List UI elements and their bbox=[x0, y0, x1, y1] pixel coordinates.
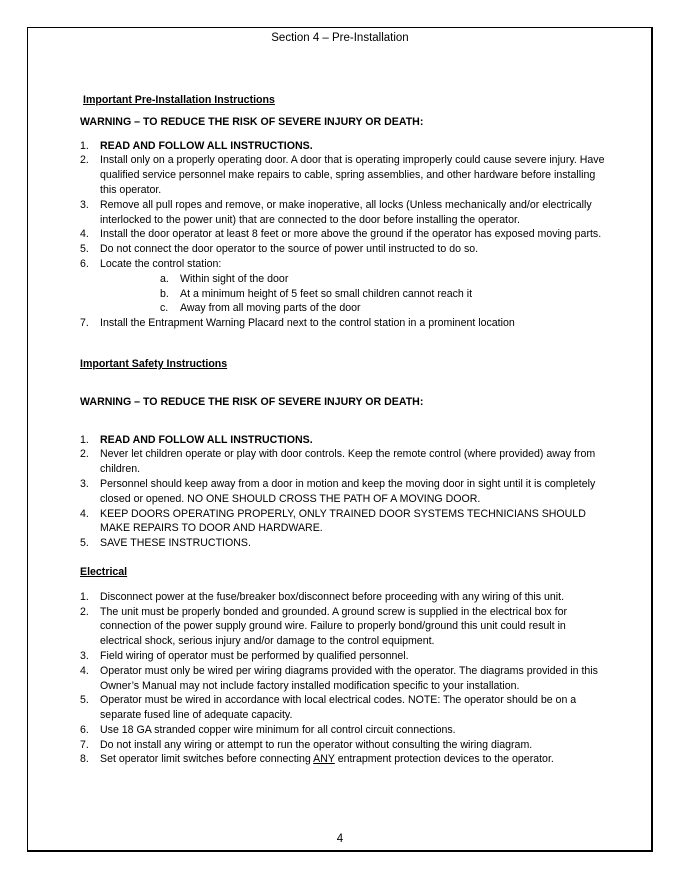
safety-list bbox=[80, 433, 605, 551]
list-item: 2. Never let children operate or play with door controls. Keep the remote control (where provided) away from children. bbox=[80, 448, 596, 476]
list-item: 6. Locate the control station: a. Within sight of the door b. At a minimum height of 5 feet so small children cannot reach it c. Away from all moving parts of the door bbox=[80, 257, 605, 316]
any-emphasis: ANY bbox=[313, 753, 335, 766]
list-item: 4. KEEP DOORS OPERATING PROPERLY, ONLY TRAINED DOOR SYSTEMS TECHNICIANS SHOULD MAKE REPAIRS TO DOOR AND HARDWARE. bbox=[80, 507, 586, 535]
list-item: 2. Install only on a properly operating door. A door that is operating improperly could cause severe injury. Have qualified service personnel make repairs to cable, spring assemblies, and other hardware before installing this operator. bbox=[80, 154, 605, 196]
list-item: 7. Install the Entrapment Warning Placard next to the control station in a prominent location bbox=[80, 317, 515, 330]
list-item: 8. Set operator limit switches before connecting ANY entrapment protection devices to the operator. bbox=[80, 753, 554, 766]
list-item: 3. Personnel should keep away from a door in motion and keep the moving door in sight until it is completely closed or opened. NO ONE SHOULD CROSS THE PATH OF A MOVING DOOR. bbox=[80, 477, 596, 505]
pre-install-heading: Important Pre-Installation Instructions bbox=[83, 94, 275, 106]
sub-list-item: a. Within sight of the door bbox=[160, 272, 289, 285]
electrical-list bbox=[80, 590, 605, 768]
list-item: 1. READ AND FOLLOW ALL INSTRUCTIONS. bbox=[80, 139, 313, 152]
page-header: Section 4 – Pre-Installation bbox=[271, 32, 409, 44]
list-item: 7. Do not install any wiring or attempt to run the operator without consulting the wiring diagram. bbox=[80, 738, 533, 751]
sub-list-item: c. Away from all moving parts of the door bbox=[160, 302, 361, 315]
document-body bbox=[80, 93, 605, 767]
page-number: 4 bbox=[336, 833, 344, 845]
pre-install-warning: WARNING – TO REDUCE THE RISK OF SEVERE INJURY OR DEATH: bbox=[80, 115, 424, 128]
list-item: 4. Operator must only be wired per wiring diagrams provided with the operator. The diagrams provided in this Owner’s Manual may not include factory installed modification specific to your installation. bbox=[80, 664, 598, 692]
safety-heading: Important Safety Instructions bbox=[80, 357, 228, 370]
pre-install-list bbox=[80, 139, 605, 331]
list-item: 3. Field wiring of operator must be performed by qualified personnel. bbox=[80, 649, 409, 662]
list-item: 1. Disconnect power at the fuse/breaker box/disconnect before proceeding with any wiring of this unit. bbox=[80, 590, 565, 603]
list-item: 4. Install the door operator at least 8 feet or more above the ground if the operator has exposed moving parts. bbox=[80, 228, 602, 241]
list-item: 5. SAVE THESE INSTRUCTIONS. bbox=[80, 537, 251, 550]
list-item: 5. Operator must be wired in accordance with local electrical codes. NOTE: The operator should be on a separate fused line of adequate capacity. bbox=[80, 694, 577, 722]
list-item: 3. Remove all pull ropes and remove, or make inoperative, all locks (Unless mechanically and/or electrically interlocked to the power unit) that are connected to the door before installing the operator. bbox=[80, 198, 592, 226]
list-item: 2. The unit must be properly bonded and grounded. A ground screw is supplied in the electrical box for connection of the power supply ground wire. Failure to properly bond/ground this unit could result in electrical shock, serious injury and/or damage to the control equipment. bbox=[80, 605, 567, 648]
control-station-sublist bbox=[100, 272, 605, 316]
sub-list-item: b. At a minimum height of 5 feet so small children cannot reach it bbox=[160, 287, 473, 300]
list-item: 1. READ AND FOLLOW ALL INSTRUCTIONS. bbox=[80, 433, 313, 446]
safety-warning: WARNING – TO REDUCE THE RISK OF SEVERE INJURY OR DEATH: bbox=[80, 395, 424, 408]
list-item: 5. Do not connect the door operator to the source of power until instructed to do so. bbox=[80, 243, 479, 256]
list-item: 6. Use 18 GA stranded copper wire minimum for all control circuit connections. bbox=[80, 723, 456, 736]
electrical-heading: Electrical bbox=[80, 565, 128, 578]
